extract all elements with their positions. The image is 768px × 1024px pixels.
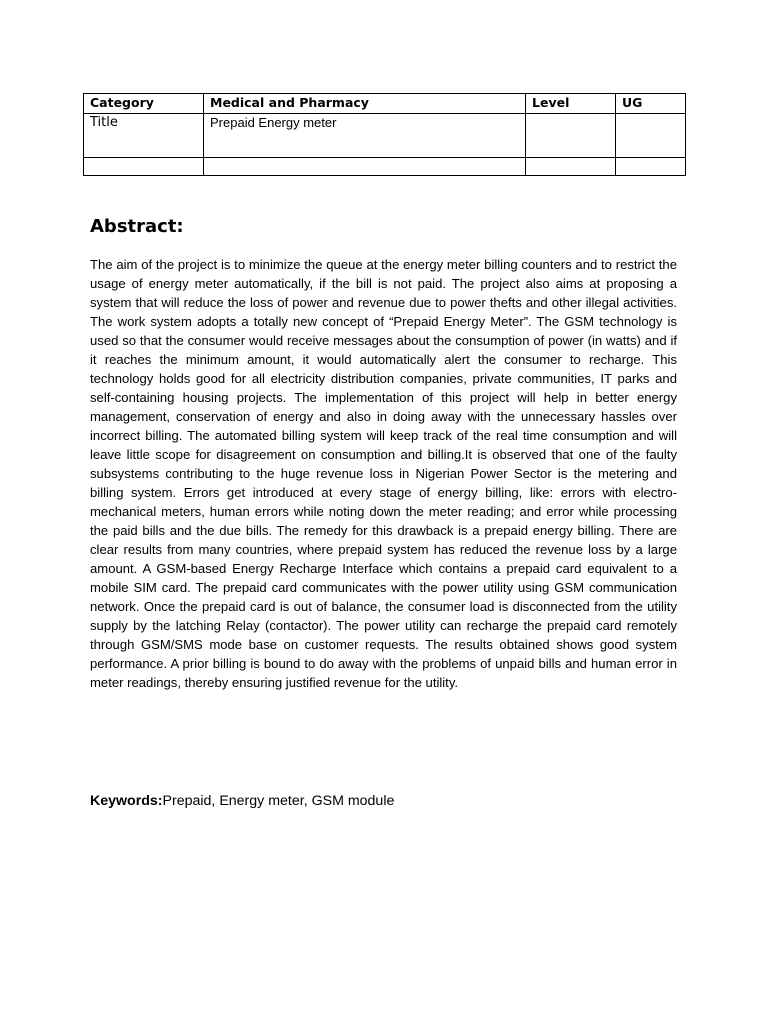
abstract-heading: Abstract: xyxy=(90,216,184,237)
category-label: Category xyxy=(84,94,204,114)
table-row xyxy=(84,94,686,114)
keywords-value: Prepaid, Energy meter, GSM module xyxy=(162,793,395,809)
empty-cell xyxy=(616,158,686,176)
empty-cell xyxy=(526,114,616,158)
empty-cell xyxy=(526,158,616,176)
keywords-label: Keywords: xyxy=(90,793,163,809)
table-row xyxy=(84,114,686,158)
empty-cell xyxy=(84,158,204,176)
project-info-table xyxy=(83,93,686,176)
level-value: UG xyxy=(616,94,686,114)
empty-cell xyxy=(204,158,526,176)
level-label: Level xyxy=(526,94,616,114)
category-value: Medical and Pharmacy xyxy=(204,94,526,114)
keywords-line xyxy=(90,791,677,811)
empty-cell xyxy=(616,114,686,158)
title-value: Prepaid Energy meter xyxy=(204,114,526,158)
title-label: Title xyxy=(84,114,204,158)
abstract-body: The aim of the project is to minimize the queue at the energy meter billing counters and to restrict the usage of energy meter automatically, if the bill is not paid. The project also aims at proposing a system that will reduce the loss of power and revenue due to power thefts and other illegal activities. The work system adopts a totally new concept of “Prepaid Energy Meter”. The GSM technology is used so that the consumer would receive messages about the consumption of power (in watts) and if it reaches the minimum amount, it would automatically alert the consumer to recharge. This technology holds good for all electricity distribution companies, private communities, IT parks and self-containing housing projects. The implementation of this project will help in better energy management, conservation of energy and also in doing away with the unnecessary hassles over incorrect billing. The automated billing system will keep track of the real time consumption and will leave little scope for disagreement on consumption and billing.It is observed that one of the faulty subsystems contributing to the huge revenue loss in Nigerian Power Sector is the metering and billing system. Errors get introduced at every stage of energy billing, like: errors with electro-mechanical meters, human errors while noting down the meter reading; and error while processing the paid bills and the due bills. The remedy for this drawback is a prepaid energy billing. There are clear results from many countries, where prepaid system has reduced the revenue loss by a large amount. A GSM-based Energy Recharge Interface which contains a prepaid card equivalent to a mobile SIM card. The prepaid card communicates with the power utility using GSM communication network. Once the prepaid card is out of balance, the consumer load is disconnected from the utility supply by the latching Relay (contactor). The power utility can recharge the prepaid card remotely through GSM/SMS mode base on customer requests. The results obtained shows good system performance. A prior billing is bound to do away with the problems of unpaid bills and human error in meter readings, thereby ensuring justified revenue for the utility. xyxy=(90,257,677,690)
table-row xyxy=(84,158,686,176)
